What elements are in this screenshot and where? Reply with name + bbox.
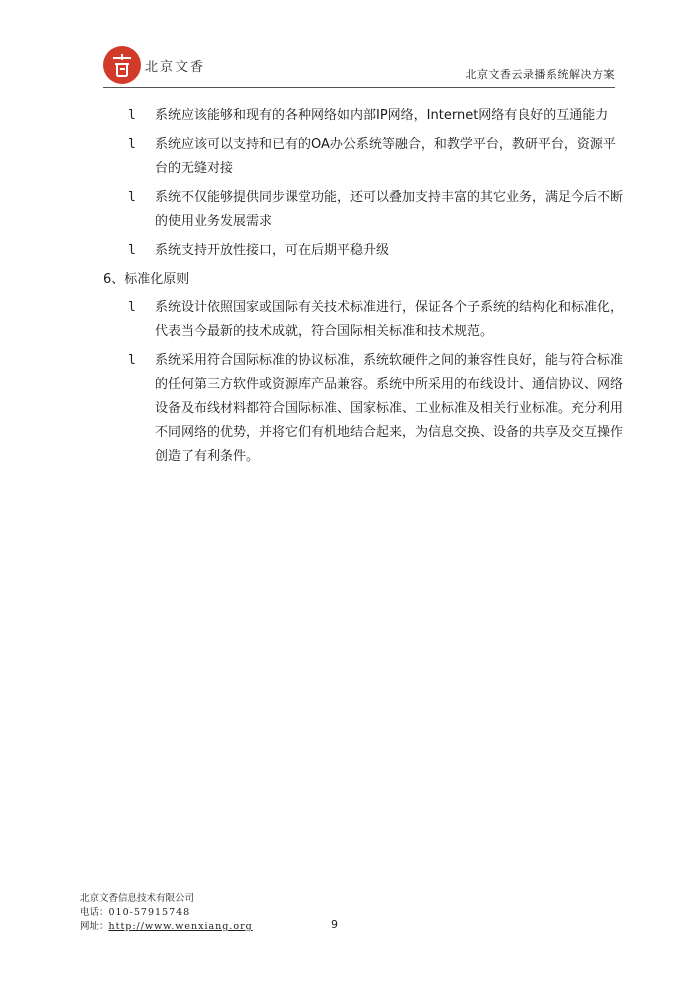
page-number: 9 xyxy=(331,918,338,931)
bullet-marker: l xyxy=(128,353,136,368)
footer-phone-line xyxy=(80,906,253,920)
document-header-title: 北京文香云录播系统解决方案 xyxy=(465,68,615,81)
footer-web-line xyxy=(80,920,253,934)
list-item-text: 系统支持开放性接口，可在后期平稳升级 xyxy=(155,243,390,258)
list-item xyxy=(103,186,623,234)
section-heading: 6、标准化原则 xyxy=(103,272,190,287)
list-item xyxy=(103,296,623,344)
list-item-text: 系统不仅能够提供同步课堂功能，还可以叠加支持丰富的其它业务，满足今后不断的使用业务发展需求 xyxy=(155,190,624,229)
footer-company: 北京文香信息技术有限公司 xyxy=(80,893,195,904)
bullet-marker: l xyxy=(128,243,136,258)
page-footer xyxy=(80,892,253,934)
footer-web-label: 网址： xyxy=(80,921,109,932)
footer-phone: 010-57915748 xyxy=(108,907,191,918)
logo-seal-icon xyxy=(103,46,141,84)
header-divider xyxy=(103,87,615,88)
list-item-text: 系统采用符合国际标准的协议标准，系统软硬件之间的兼容性良好，能与符合标准的任何第三方软件或资源库产品兼容。系统中所采用的布线设计、通信协议、网络设备及布线材料都符合国际标准、国家标准、工业标准及相关行业标准。充分利用不同网络的优势，并将它们有机地结合起来，为信息交换、设备的共享及交互操作创造了有利条件。 xyxy=(155,353,624,464)
list-item-text: 系统应该可以支持和已有的OA办公系统等融合，和教学平台，教研平台，资源平台的无缝对接 xyxy=(155,137,616,176)
bullet-marker: l xyxy=(128,137,136,152)
company-logo xyxy=(103,46,213,86)
bullet-marker: l xyxy=(128,300,136,315)
list-item xyxy=(103,104,623,128)
document-body xyxy=(103,104,623,474)
logo-brand-text: 北京文香 xyxy=(145,60,206,75)
list-item-text: 系统设计依照国家或国际有关技术标准进行，保证各个子系统的结构化和标准化，代表当今最新的技术成就，符合国际相关标准和技术规范。 xyxy=(155,300,624,339)
footer-web-link[interactable]: http://www.wenxiang.org xyxy=(108,921,253,932)
list-item-text: 系统应该能够和现有的各种网络如内部IP网络，Internet网络有良好的互通能力 xyxy=(155,108,609,123)
list-item xyxy=(103,349,623,469)
list-item xyxy=(103,239,623,263)
bullet-marker: l xyxy=(128,108,136,123)
bullet-marker: l xyxy=(128,190,136,205)
list-item xyxy=(103,133,623,181)
footer-phone-label: 电话： xyxy=(80,907,109,918)
